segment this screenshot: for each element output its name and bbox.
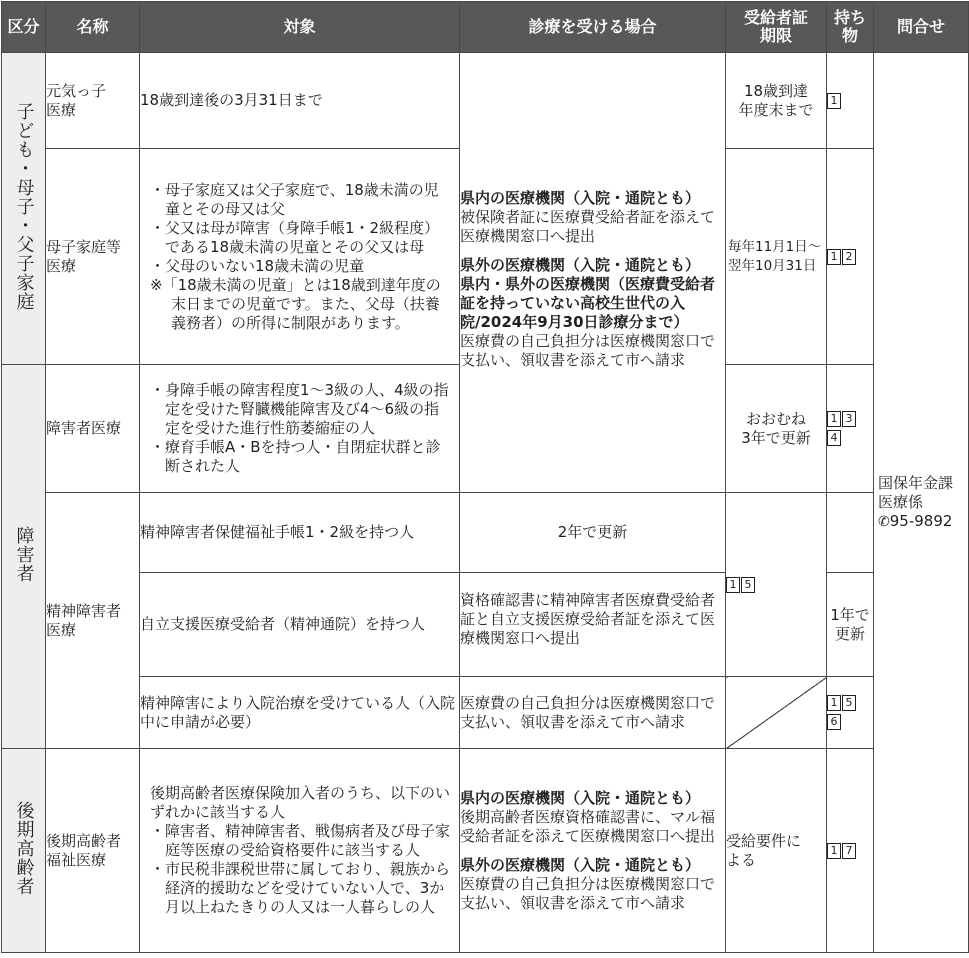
- target-boshi: [140, 149, 460, 365]
- header-target: 対象: [140, 2, 460, 53]
- medical-aid-table: [1, 1, 969, 953]
- items-seishin-12: [726, 493, 827, 677]
- period-boshi: 毎年11月1日～ 翌年10月31日: [726, 149, 827, 365]
- list-item: ・市民税非課税世帯に属しており、親族から経済的援助などを受けていない人で、3か月以上ねたきりの人又は一人暮らしの人: [150, 860, 451, 916]
- header-period: 受給者証 期限: [726, 2, 827, 53]
- target-koki: [140, 749, 460, 953]
- contact-cell: [874, 53, 969, 953]
- header-category: 区分: [2, 2, 46, 53]
- care-a-body: 被保険者証に医療費受給者証を添えて医療機関窓口へ提出: [460, 208, 716, 245]
- table-row: [2, 677, 969, 749]
- list-item: ・母子家庭又は父子家庭で、18歳未満の児童とその母又は父: [150, 180, 439, 218]
- name-seishin: 精神障害者 医療: [46, 493, 140, 749]
- item-box: 4: [827, 430, 841, 446]
- table-row: [2, 493, 969, 573]
- care-seishin-2: 資格確認書に精神障害者医療費受給者証と自立支援医療受給者証を添えて医療機関窓口へ提出: [460, 573, 726, 677]
- contact-dept: 国保年金課 医療係: [878, 473, 954, 511]
- header-contact: 問合せ: [874, 2, 969, 53]
- target-seishin-3: 精神障害により入院治療を受けている人（入院中に申請が必要）: [140, 677, 460, 749]
- category-disabled: 障害者: [2, 365, 46, 749]
- period-genki: 18歳到達 年度末まで: [726, 53, 827, 149]
- care-koki-b-head: 県外の医療機関（入院・通院とも）: [460, 855, 701, 874]
- target-shogai: [140, 365, 460, 493]
- medical-aid-table-panel: [1, 1, 968, 956]
- period-koki: 受給要件に よる: [726, 749, 827, 953]
- period-seishin-3-empty: [726, 677, 827, 749]
- list-item: ・療育手帳A・Bを持つ人・自閉症状群と診断された人: [150, 438, 441, 475]
- care-koki: [460, 749, 726, 953]
- header-row: [2, 2, 969, 53]
- item-box: 1: [827, 249, 841, 265]
- item-box: 5: [741, 577, 755, 593]
- list-item: ・障害者、精神障害者、戦傷病者及び母子家庭等医療の受給資格要件に該当する人: [150, 822, 451, 859]
- category-elderly: 後期高齢者: [2, 749, 46, 953]
- list-item: ・父母のいない18歳未満の児童: [150, 256, 365, 275]
- phone-icon: ✆: [878, 513, 890, 530]
- items-genki: [827, 53, 874, 149]
- target-seishin-1: 精神障害者保健福祉手帳1・2級を持つ人: [140, 493, 460, 573]
- item-box: 6: [827, 714, 841, 730]
- target-note: ※「18歳未満の児童」とは18歳到達年度の末日までの児童です。また、父母（扶養義務者）の所得に制限があります。: [150, 275, 441, 332]
- target-genki: 18歳到達後の3月31日まで: [140, 53, 460, 149]
- item-box: 2: [842, 249, 856, 265]
- table-row: [2, 53, 969, 149]
- care-b-body: 医療費の自己負担分は医療機関窓口で支払い、領収書を添えて市へ請求: [460, 332, 716, 369]
- care-koki-b-body: 医療費の自己負担分は医療機関窓口で支払い、領収書を添えて市へ請求: [460, 874, 716, 912]
- list-item: ・身障手帳の障害程度1～3級の人、4級の指定を受けた腎臓機能障害及び4～6級の指定を受けた進行性筋萎縮症の人: [150, 381, 449, 437]
- item-box: 5: [842, 695, 856, 711]
- item-box: 7: [842, 843, 856, 859]
- contact-phone: 95-9892: [889, 511, 953, 530]
- care-koki-a-head: 県内の医療機関（入院・通院とも）: [460, 788, 701, 807]
- items-shogai: [827, 365, 874, 493]
- target-koki-intro: 後期高齢者医療保険加入者のうち、以下のいずれかに該当する人: [150, 784, 451, 821]
- header-items: 持ち物: [827, 2, 874, 53]
- item-box: 1: [827, 695, 841, 711]
- name-boshi: 母子家庭等 医療: [46, 149, 140, 365]
- item-box: 1: [726, 577, 740, 593]
- care-shared: [460, 53, 726, 493]
- care-seishin-3: 医療費の自己負担分は医療機関窓口で支払い、領収書を添えて市へ請求: [460, 677, 726, 749]
- header-care: 診療を受ける場合: [460, 2, 726, 53]
- target-seishin-2: 自立支援医療受給者（精神通院）を持つ人: [140, 573, 460, 677]
- name-shogai: 障害者医療: [46, 365, 140, 493]
- item-box: 1: [827, 93, 841, 109]
- contact-phone-line: [878, 512, 968, 532]
- header-name: 名称: [46, 2, 140, 53]
- list-item: ・父又は母が障害（身障手帳1・2級程度）である18歳未満の児童とその父又は母: [150, 218, 440, 256]
- care-a-head: 県内の医療機関（入院・通院とも）: [460, 189, 701, 207]
- item-box: 1: [827, 411, 841, 427]
- table-row: [2, 749, 969, 953]
- category-child: 子ども・母子・父子家庭: [2, 53, 46, 365]
- items-koki: [827, 749, 874, 953]
- care-koki-a-body: 後期高齢者医療資格確認書に、マル福受給者証を添えて医療機関窓口へ提出: [460, 807, 716, 845]
- item-box: 1: [827, 843, 841, 859]
- care-b-head: 県外の医療機関（入院・通院とも） 県内・県外の医療機関（医療費受給者証を持っていない高校生世代の入院/2024年9月30日診療分まで）: [460, 256, 716, 331]
- name-koki: 後期高齢者 福祉医療: [46, 749, 140, 953]
- period-seishin-1: 2年で更新: [460, 493, 726, 573]
- name-genki: 元気っ子 医療: [46, 53, 140, 149]
- period-shogai: おおむね 3年で更新: [726, 365, 827, 493]
- items-seishin-3: [827, 677, 874, 749]
- items-boshi: [827, 149, 874, 365]
- item-box: 3: [842, 411, 856, 427]
- period-seishin-2: 1年で更新: [827, 573, 874, 677]
